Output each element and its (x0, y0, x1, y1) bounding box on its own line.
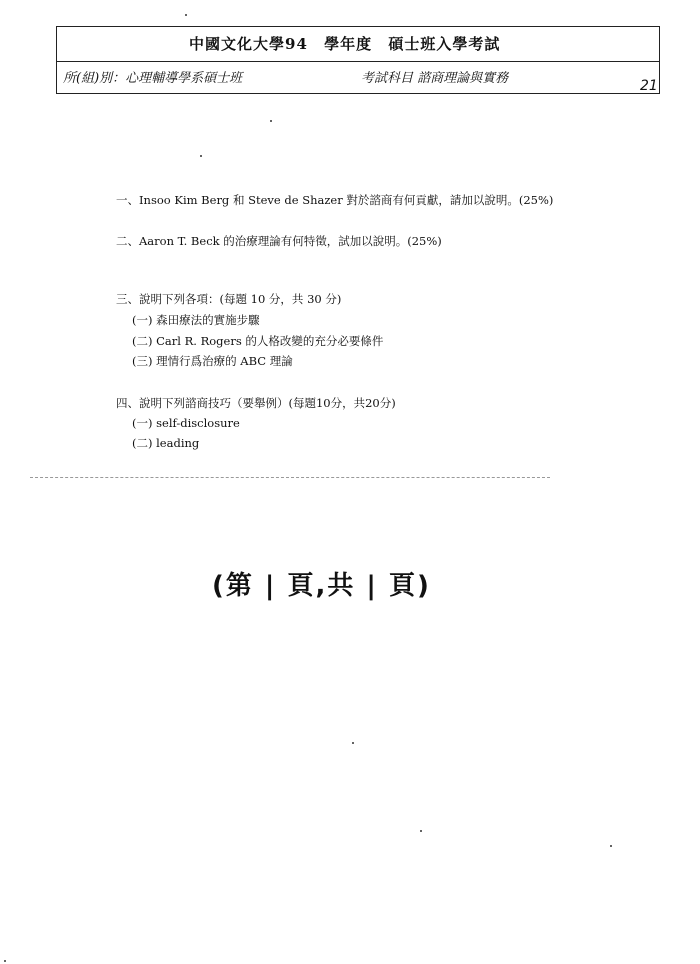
question-1: 一、Insoo Kim Berg 和 Steve de Shazer 對於諮商有何貢獻，請加以說明。(25%) (116, 193, 554, 207)
scan-speck (185, 14, 187, 16)
school-name: 中國文化大學94 (189, 35, 308, 53)
subject-label: 考試科目 諮商理論與實務 (361, 71, 509, 86)
question-3-item-1: (一) 森田療法的實施步驟 (132, 313, 260, 327)
scan-speck (200, 155, 202, 157)
question-4-item-1: (一) self-disclosure (132, 416, 240, 430)
exam-header (56, 26, 660, 94)
question-4: 四、說明下列諮商技巧（要舉例）(每題10分，共20分) (116, 396, 396, 410)
department-label: 所(組)別：心理輔導學系碩士班 (63, 71, 243, 86)
scan-speck (4, 960, 6, 962)
question-3-item-3: (三) 理情行爲治療的 ABC 理論 (132, 354, 293, 368)
scan-speck (420, 830, 422, 832)
scan-speck (270, 120, 272, 122)
question-2: 二、Aaron T. Beck 的治療理論有何特徵，試加以說明。(25%) (116, 234, 442, 248)
academic-year: 學年度 (324, 35, 373, 53)
question-3: 三、說明下列各項：(每題 10 分，共 30 分) (116, 292, 342, 306)
page-footer: (第 | 頁,共 | 頁) (212, 571, 431, 601)
exam-title (189, 33, 510, 54)
scan-speck (610, 845, 612, 847)
header-divider (57, 61, 659, 62)
scan-speck (352, 742, 354, 744)
question-4-item-2: (二) leading (132, 436, 200, 450)
exam-name: 碩士班入學考試 (388, 35, 501, 53)
question-3-item-2: (二) Carl R. Rogers 的人格改變的充分必要條件 (132, 334, 384, 348)
page-mark: 21 (640, 78, 658, 94)
scan-dash-line (30, 477, 550, 480)
